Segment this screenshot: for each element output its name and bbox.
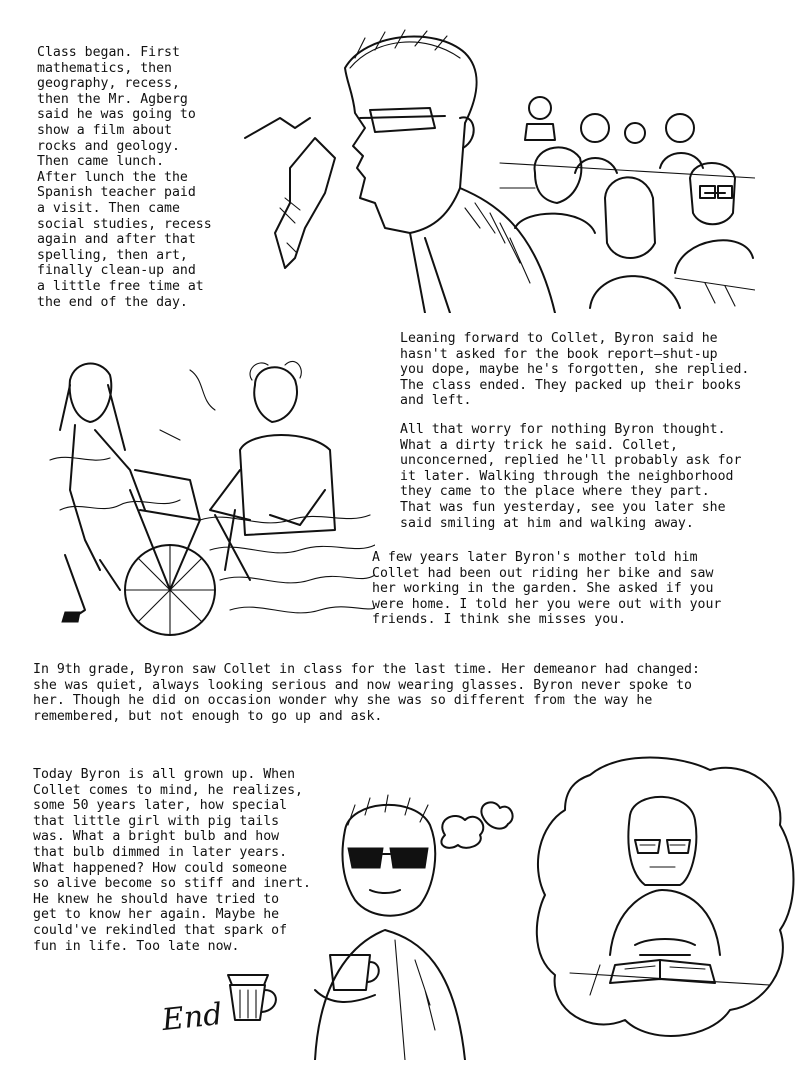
bike-and-garden-illustration (40, 340, 375, 640)
teacher-classroom-illustration (235, 28, 755, 313)
panel2-text-c: A few years later Byron's mother told him Collet had been out riding her bike and saw her working in the garden. She asked if you were home. I told her you were out with your friends. I think she misses you. (372, 550, 722, 628)
panel1-text: Class began. First mathematics, then geography, recess, then the Mr. Agberg said he was going to show a film about rocks and geology. Then came lunch. After lunch the the Spanish teacher paid a visit. Then came social studies, recess again and after that spelling, then art, finally clean-up and a little free time at the end of the day. (37, 45, 212, 310)
panel2-text-a: Leaning forward to Collet, Byron said he hasn't asked for the book report—shut-up you dope, maybe he's forgotten, she replied. The class ended. They packed up their books and left. (400, 331, 750, 409)
thought-bubble-collet-illustration (530, 755, 800, 1055)
older-byron-illustration (220, 790, 530, 1060)
panel2-text-b: All that worry for nothing Byron thought. What a dirty trick he said. Collet, unconcerned, replied he'll probably ask for it later. Walking through the neighborhood they came to the place where they part. That was fun yesterday, see you later she said smiling at him and walking away. (400, 422, 742, 531)
end-signature: End (160, 996, 225, 1039)
panel3-text: In 9th grade, Byron saw Collet in class for the last time. Her demeanor had changed: she was quiet, always looking serious and now wearing glasses. Byron never spoke to her. Though he did on occasion wonder why she was so different from the way he remembered, but not enough to go up and ask. (33, 662, 700, 724)
panel4-text: Today Byron is all grown up. When Collet comes to mind, he realizes, some 50 years later, how special that little girl with pig tails was. What a bright bulb and how that bulb dimmed in later years. What happened? How could someone so alive become so stiff and inert. He knew he should have tried to get to know her again. Maybe he could've rekindled that spark of fun in life. Too late now. (33, 767, 311, 954)
